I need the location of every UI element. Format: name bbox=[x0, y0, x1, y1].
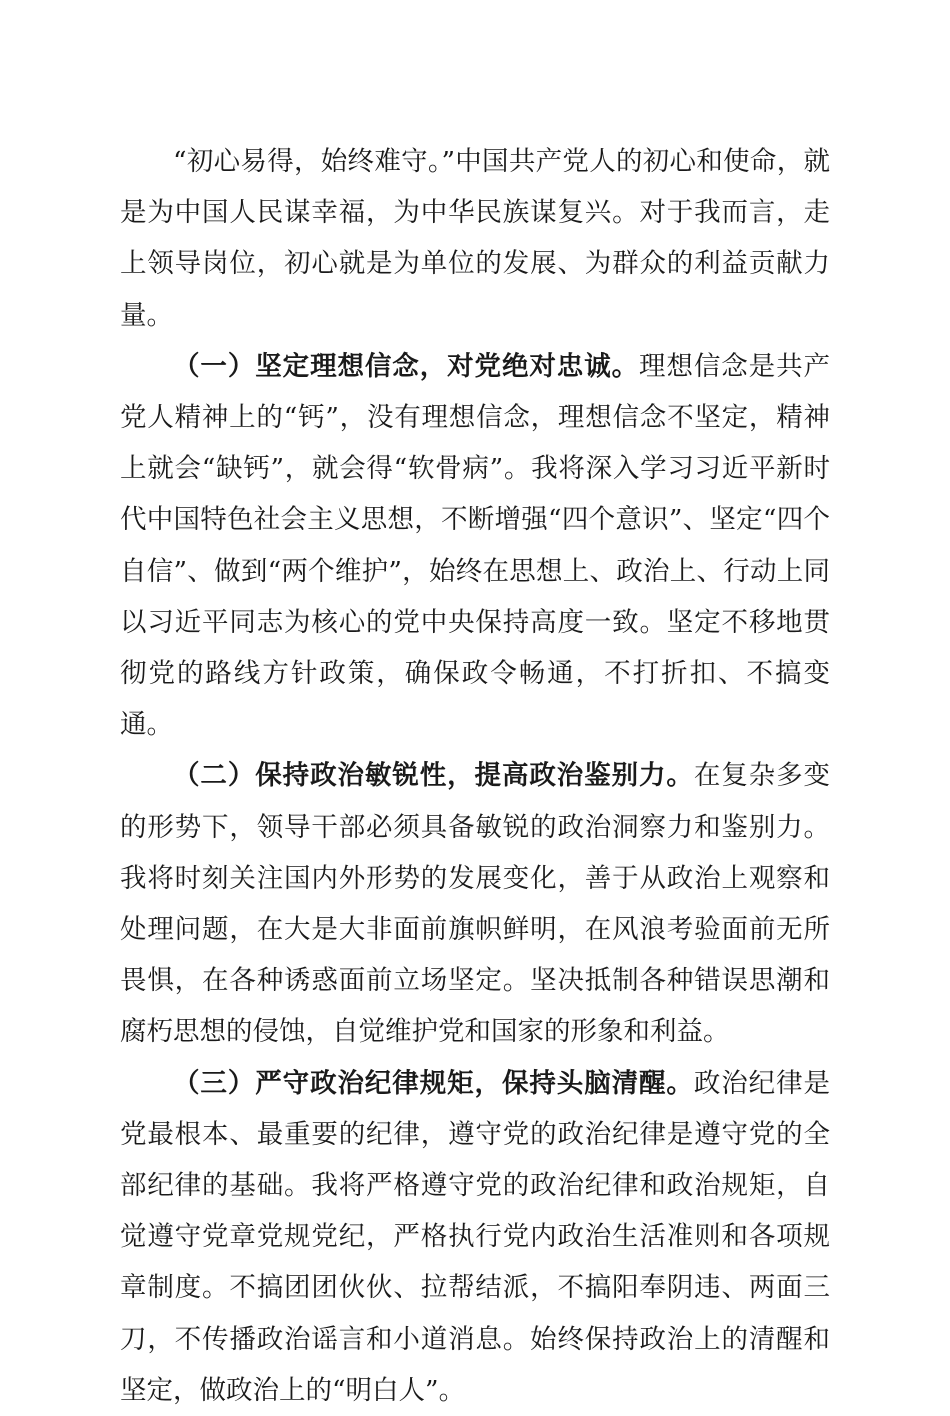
paragraph-intro bbox=[120, 136, 830, 341]
section-1-heading: （一）坚定理想信念，对党绝对忠诚。 bbox=[173, 350, 640, 382]
paragraph-section-1 bbox=[120, 341, 830, 751]
section-1-text: 理想信念是共产党人精神上的“钙”，没有理想信念，理想信念不坚定，精神上就会“缺钙”，就会得“软骨病”。我将深入学习习近平新时代中国特色社会主义思想，不断增强“四个意识”、坚定“四个自信”、做到“两个维护”，始终在思想上、政治上、行动上同以习近平同志为核心的党中央保持高度一致。坚定不移地贯彻党的路线方针政策，确保政令畅通，不打折扣、不搞变通。 bbox=[120, 350, 831, 741]
section-3-text: 政治纪律是党最根本、最重要的纪律，遵守党的政治纪律是遵守党的全部纪律的基础。我将严格遵守党的政治纪律和政治规矩，自觉遵守党章党规党纪，严格执行党内政治生活准则和各项规章制度。不搞团团伙伙、拉帮结派，不搞阳奉阴违、两面三刀，不传播政治谣言和小道消息。始终保持政治上的清醒和坚定，做政治上的“明白人”。 bbox=[120, 1067, 831, 1406]
section-3-heading: （三）严守政治纪律规矩，保持头脑清醒。 bbox=[173, 1067, 694, 1099]
paragraph-text: “初心易得，始终难守。”中国共产党人的初心和使命，就是为中国人民谋幸福，为中华民族谋复兴。对于我而言，走上领导岗位，初心就是为单位的发展、为群众的利益贡献力量。 bbox=[120, 146, 830, 331]
section-2-heading: （二）保持政治敏锐性，提高政治鉴别力。 bbox=[173, 760, 694, 792]
paragraph-section-2 bbox=[120, 750, 830, 1057]
document-body bbox=[120, 136, 830, 1416]
paragraph-section-3 bbox=[120, 1058, 830, 1416]
section-2-text: 在复杂多变的形势下，领导干部必须具备敏锐的政治洞察力和鉴别力。我将时刻关注国内外形势的发展变化，善于从政治上观察和处理问题，在大是大非面前旗帜鲜明，在风浪考验面前无所畏惧，在各种诱惑面前立场坚定。坚决抵制各种错误思潮和腐朽思想的侵蚀，自觉维护党和国家的形象和利益。 bbox=[120, 760, 831, 1048]
